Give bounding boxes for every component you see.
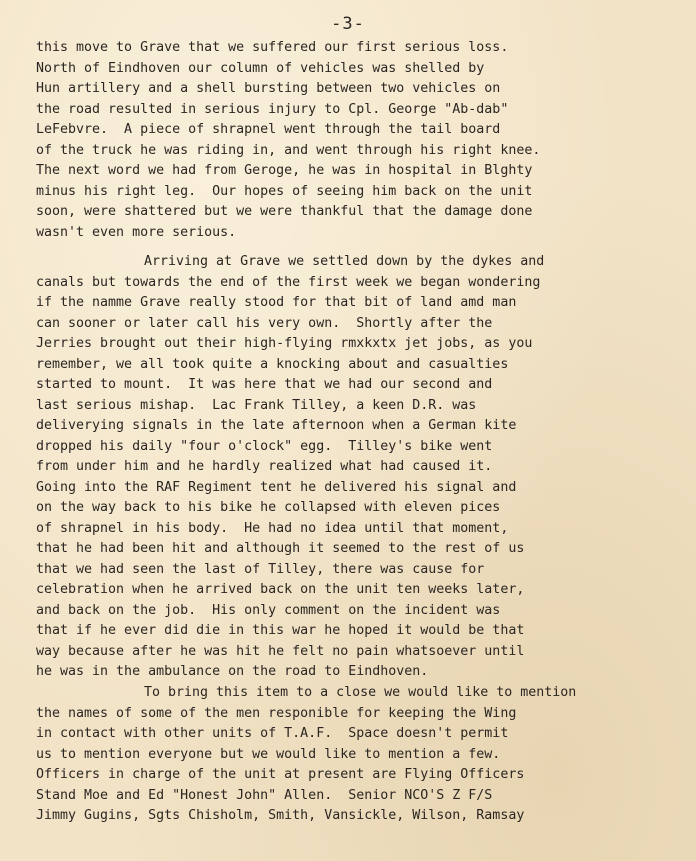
text-line: The next word we had from Geroge, he was in hospital in Blghty bbox=[36, 163, 533, 178]
text-line: this move to Grave that we suffered our first serious loss. bbox=[36, 40, 509, 55]
text-line: of shrapnel in his body. He had no idea until that moment, bbox=[36, 520, 509, 536]
text-line: if the namme Grave really stood for that bit of land amd man bbox=[36, 295, 517, 310]
text-line: deliverying signals in the late afternoon when a German kite bbox=[36, 418, 517, 433]
text-line: the names of some of the men responible for keeping the Wing bbox=[36, 705, 517, 721]
text-line: that if he ever did die in this war he hoped it would be that bbox=[36, 623, 525, 638]
text-line: us to mention everyone but we would like to mention a few. bbox=[36, 746, 501, 762]
text-line: Arriving at Grave we settled down by the dykes and bbox=[144, 254, 545, 269]
text-line: To bring this item to a close we would like to mention bbox=[144, 685, 577, 700]
text-line: Going into the RAF Regiment tent he delivered his signal and bbox=[36, 479, 517, 495]
text-line: from under him and he hardly realized what had caused it. bbox=[36, 459, 493, 474]
text-line: wasn't even more serious. bbox=[36, 224, 237, 240]
text-line: the road resulted in serious injury to Cpl. George "Ab-dab" bbox=[36, 101, 509, 117]
text-line: that he had been hit and although it seemed to the rest of us bbox=[36, 541, 525, 556]
text-line: on the way back to his bike he collapsed with eleven pices bbox=[36, 500, 501, 515]
text-line: dropped his daily "four o'clock" egg. Tilley's bike went bbox=[36, 438, 493, 454]
text-line: Jerries brought out their high-flying rmxkxtx jet jobs, as you bbox=[36, 336, 533, 351]
paragraph-loss-of-lefebvre bbox=[36, 38, 686, 243]
paragraph-arriving-at-grave bbox=[36, 252, 686, 683]
text-line: that we had seen the last of Tilley, there was cause for bbox=[36, 561, 485, 577]
text-line: of the truck he was riding in, and went through his right knee. bbox=[36, 142, 541, 158]
text-line: canals but towards the end of the first week we began wondering bbox=[36, 274, 541, 290]
text-line: way because after he was hit he felt no pain whatsoever until bbox=[36, 643, 525, 659]
text-line: minus his right leg. Our hopes of seeing him back on the unit bbox=[36, 183, 533, 199]
page-number: -3- bbox=[331, 14, 365, 34]
text-line: North of Eindhoven our column of vehicles was shelled by bbox=[36, 60, 485, 76]
text-line: remember, we all took quite a knocking about and casualties bbox=[36, 356, 509, 372]
text-line: Hun artillery and a shell bursting between two vehicles on bbox=[36, 81, 501, 96]
text-line: Jimmy Gugins, Sgts Chisholm, Smith, Vansickle, Wilson, Ramsay bbox=[36, 808, 525, 823]
text-line: LeFebvre. A piece of shrapnel went through the tail board bbox=[36, 122, 501, 137]
text-line: Officers in charge of the unit at present are Flying Officers bbox=[36, 767, 525, 782]
text-line: in contact with other units of T.A.F. Space doesn't permit bbox=[36, 726, 509, 741]
paragraph-closing-names bbox=[36, 683, 686, 827]
text-line: soon, were shattered but we were thankful that the damage done bbox=[36, 204, 533, 219]
text-line: can sooner or later call his very own. Shortly after the bbox=[36, 315, 493, 331]
text-line: Stand Moe and Ed "Honest John" Allen. Senior NCO'S Z F/S bbox=[36, 787, 493, 803]
text-line: celebration when he arrived back on the unit ten weeks later, bbox=[36, 582, 525, 597]
text-line: and back on the job. His only comment on the incident was bbox=[36, 602, 501, 618]
text-line: he was in the ambulance on the road to Eindhoven. bbox=[36, 664, 429, 679]
text-line: started to mount. It was here that we had our second and bbox=[36, 377, 493, 392]
text-line: last serious mishap. Lac Frank Tilley, a keen D.R. was bbox=[36, 397, 477, 413]
